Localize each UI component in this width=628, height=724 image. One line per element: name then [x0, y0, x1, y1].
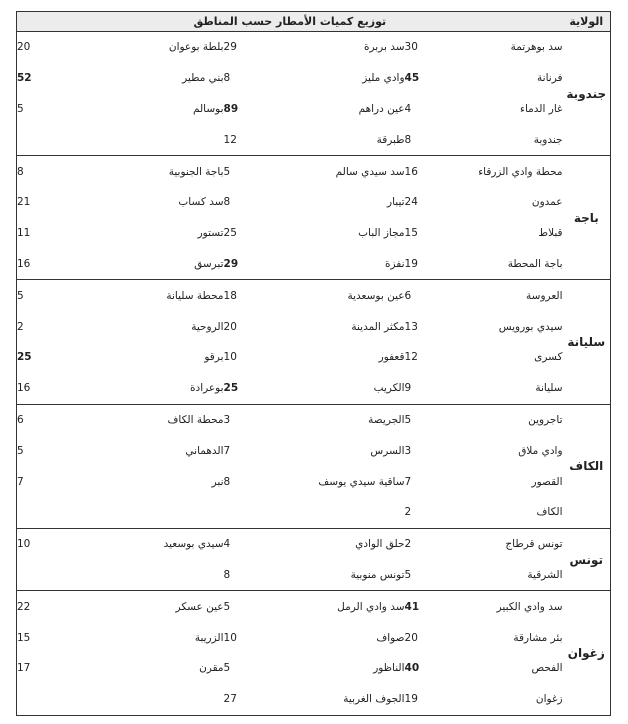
rainfall-value: 15 — [404, 227, 418, 240]
rainfall-value: 22 — [17, 600, 31, 613]
rainfall-value — [17, 560, 74, 591]
station-name: فرنانة — [537, 72, 563, 85]
rainfall-value: 40 — [404, 662, 420, 675]
rainfall-value: 13 — [404, 320, 418, 333]
rainfall-value: 2 — [404, 538, 412, 551]
station-name — [74, 497, 224, 528]
rainfall-value — [17, 497, 74, 528]
station-name: برقو — [204, 351, 224, 364]
table-row — [17, 342, 611, 373]
rainfall-value: 3 — [223, 413, 231, 426]
table-row — [17, 591, 611, 622]
station-name — [74, 684, 224, 715]
rainfall-value: 12 — [224, 124, 256, 155]
rainfall-value: 12 — [404, 351, 418, 364]
station-name: الكريب — [256, 373, 405, 404]
station-name: باجة المحطة — [437, 249, 563, 280]
station-name — [74, 560, 224, 591]
rainfall-value: 89 — [223, 102, 239, 115]
table-row — [17, 124, 611, 155]
rainfall-value: 2 — [405, 497, 437, 528]
rainfall-value: 15 — [17, 631, 31, 644]
rainfall-value: 7 — [404, 475, 412, 488]
station-name: الدهماني — [185, 444, 224, 457]
rainfall-value: 2 — [17, 320, 24, 333]
governorate-cell: جندوبة — [563, 32, 611, 156]
rainfall-value: 5 — [404, 413, 412, 426]
table-row — [17, 32, 611, 63]
governorate-cell: سليانة — [563, 280, 611, 404]
station-name: سد وادي الكبير — [496, 600, 563, 613]
rainfall-value: 16 — [17, 373, 74, 404]
station-name: عين بوسعدية — [347, 289, 405, 302]
station-name: ساقية سيدي يوسف — [318, 475, 405, 488]
table-row — [17, 497, 611, 528]
station-name: الشرقية — [437, 560, 563, 591]
table-row — [17, 560, 611, 591]
station-name: تاجروين — [528, 413, 563, 426]
rainfall-value: 10 — [223, 351, 237, 364]
rainfall-value: 17 — [17, 662, 31, 675]
rainfall-value: 29 — [223, 41, 237, 54]
station-name — [256, 497, 405, 528]
station-name: سد بوهرتمة — [510, 41, 563, 54]
table-row — [17, 404, 611, 435]
station-name: بني مطير — [182, 72, 224, 85]
station-name: محطة سليانة — [166, 289, 224, 302]
rainfall-value: 5 — [17, 289, 24, 302]
rainfall-value: 8 — [17, 165, 24, 178]
station-name: سد وادي الرمل — [337, 600, 405, 613]
rainfall-value — [224, 497, 256, 528]
station-name: العروسة — [526, 289, 563, 302]
station-name: بوعرادة — [74, 373, 224, 404]
table-row — [17, 528, 611, 559]
rainfall-value: 16 — [404, 165, 418, 178]
rainfall-value: 16 — [17, 249, 74, 280]
station-name: قبلاط — [538, 227, 563, 240]
station-name: تونس منوبية — [256, 560, 405, 591]
rainfall-value: 7 — [223, 444, 231, 457]
station-name: نبر — [211, 475, 224, 488]
governorate-cell: الكاف — [563, 404, 611, 528]
station-name: سد سيدي سالم — [335, 165, 405, 178]
table-row — [17, 373, 611, 404]
rainfall-value: 21 — [17, 196, 31, 209]
rainfall-value: 3 — [404, 444, 412, 457]
rainfall-table — [16, 11, 611, 716]
station-name: السرس — [370, 444, 405, 457]
station-name: بئر مشارقة — [513, 631, 563, 644]
rainfall-value: 8 — [223, 475, 231, 488]
header-row — [17, 12, 611, 32]
rainfall-value: 20 — [404, 631, 418, 644]
rainfall-value: 10 — [17, 538, 31, 551]
rainfall-value: 41 — [404, 600, 420, 613]
station-name: الزريبة — [194, 631, 224, 644]
station-name: تيبار — [387, 196, 405, 209]
rainfall-value: 20 — [223, 320, 237, 333]
governorate-cell: باجة — [563, 156, 611, 280]
rainfall-value: 27 — [224, 684, 256, 715]
station-name: الجوف الغربية — [256, 684, 405, 715]
rainfall-value — [17, 684, 74, 715]
table-row — [17, 435, 611, 466]
station-name: سليانة — [437, 373, 563, 404]
rainfall-value: 8 — [224, 560, 256, 591]
rainfall-value: 52 — [17, 72, 32, 85]
station-name: مجاز الباب — [358, 227, 405, 240]
rainfall-value: 19 — [405, 249, 437, 280]
table-row — [17, 466, 611, 497]
rainfall-value: 25 — [17, 351, 32, 364]
table-row — [17, 622, 611, 653]
station-name: كسرى — [534, 351, 563, 364]
rainfall-value: 19 — [405, 684, 437, 715]
rainfall-value: 7 — [17, 475, 24, 488]
station-name: تستور — [197, 227, 224, 240]
rainfall-value: 20 — [17, 41, 31, 54]
station-name: وادي ملاق — [518, 444, 563, 457]
station-name: سد كساب — [178, 196, 224, 209]
station-name: تبرسق — [74, 249, 224, 280]
station-name: مقرن — [199, 662, 224, 675]
table-body — [17, 32, 611, 716]
rainfall-value: 4 — [223, 538, 231, 551]
table-row — [17, 684, 611, 715]
station-name: بلطة بوعوان — [168, 41, 224, 54]
rainfall-value: 10 — [223, 631, 237, 644]
rainfall-value: 24 — [404, 196, 418, 209]
rainfall-value: 18 — [223, 289, 237, 302]
rainfall-value: 9 — [405, 373, 437, 404]
rainfall-value: 25 — [223, 227, 237, 240]
station-name: وادي مليز — [362, 72, 405, 85]
rainfall-value: 25 — [224, 373, 256, 404]
station-name: قعفور — [378, 351, 405, 364]
rainfall-value: 4 — [404, 102, 412, 115]
rainfall-value: 6 — [404, 289, 412, 302]
station-name: سيدي بورويس — [498, 320, 563, 333]
rainfall-value: 5 — [223, 662, 231, 675]
rainfall-value: 5 — [223, 165, 231, 178]
station-name: محطة وادي الزرقاء — [478, 165, 563, 178]
rainfall-value: 29 — [224, 249, 256, 280]
station-name: الجريصة — [368, 413, 405, 426]
table-row — [17, 63, 611, 94]
rainfall-value: 6 — [17, 413, 24, 426]
station-name: زغوان — [437, 684, 563, 715]
table-row — [17, 156, 611, 187]
rainfall-value: 11 — [17, 227, 31, 240]
rainfall-value: 8 — [405, 124, 437, 155]
station-name: عين دراهم — [358, 102, 405, 115]
station-name: الفحص — [531, 662, 563, 675]
station-name: محطة الكاف — [167, 413, 224, 426]
station-name — [74, 124, 224, 155]
table-row — [17, 94, 611, 125]
station-name: الكاف — [437, 497, 563, 528]
station-name: تونس قرطاج — [505, 538, 563, 551]
station-name: عمدون — [531, 196, 563, 209]
station-name: غار الدماء — [520, 102, 563, 115]
governorate-cell: زغوان — [563, 591, 611, 715]
table-row — [17, 311, 611, 342]
station-name: طبرقة — [256, 124, 405, 155]
rainfall-value: 8 — [223, 196, 231, 209]
station-name: جندوبة — [437, 124, 563, 155]
rainfall-value: 5 — [405, 560, 437, 591]
rainfall-value: 5 — [223, 600, 231, 613]
rainfall-value: 30 — [404, 41, 418, 54]
station-name: سد بربرة — [363, 41, 405, 54]
station-name: نفزة — [256, 249, 405, 280]
station-name: باجة الجنوبية — [168, 165, 224, 178]
governorate-header: الولاية — [563, 12, 611, 32]
rainfall-value: 8 — [223, 72, 231, 85]
station-name: الناظور — [373, 662, 405, 675]
rainfall-value — [17, 124, 74, 155]
station-name: عين عسكر — [175, 600, 224, 613]
governorate-cell: تونس — [563, 528, 611, 591]
table-row — [17, 653, 611, 684]
rainfall-value: 5 — [17, 444, 24, 457]
table-row — [17, 218, 611, 249]
station-name: بوسالم — [193, 102, 224, 115]
table-row — [17, 187, 611, 218]
table-title: توزيع كميات الأمطار حسب المناطق — [17, 12, 563, 32]
table-row — [17, 249, 611, 280]
station-name: الروحية — [191, 320, 224, 333]
rainfall-value: 5 — [17, 102, 24, 115]
table-row — [17, 280, 611, 311]
rainfall-value: 45 — [404, 72, 420, 85]
station-name: صواف — [376, 631, 405, 644]
station-name: مكثر المدينة — [351, 320, 405, 333]
station-name: سيدي بوسعيد — [163, 538, 224, 551]
station-name: القصور — [531, 475, 563, 488]
station-name: حلق الوادي — [355, 538, 405, 551]
